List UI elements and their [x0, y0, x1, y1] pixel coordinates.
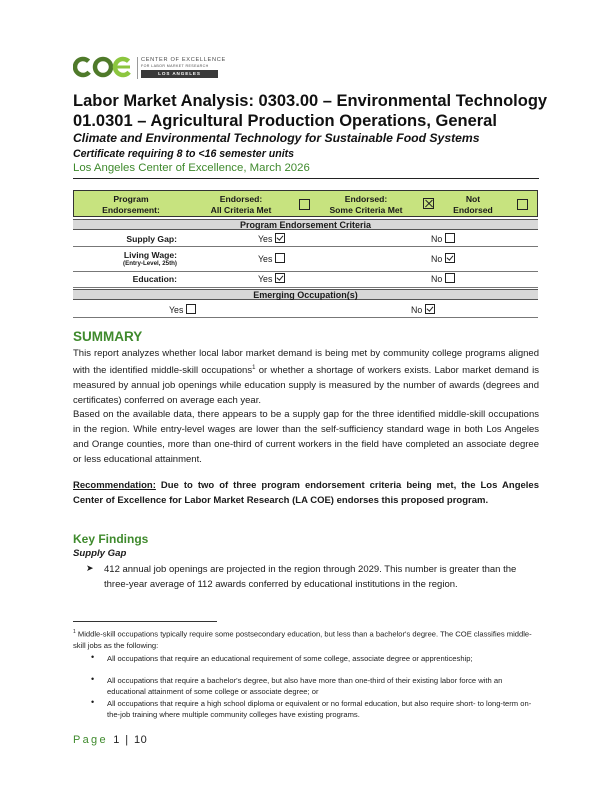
- footnote-ref[interactable]: 1: [252, 365, 256, 371]
- logo-divider: [137, 57, 138, 79]
- option-all-criteria: [192, 194, 290, 216]
- criteria-sublabel: (Entry-Level, 25th): [123, 260, 177, 267]
- report-title: Labor Market Analysis: 0303.00 – Environmental Technology 01.0301 – Agricultural Production Operations, General: [73, 92, 548, 130]
- criteria-yes: [258, 273, 285, 284]
- byline: Los Angeles Center of Excellence, March 2026: [73, 162, 310, 174]
- recommendation-label: Recommendation:: [73, 480, 156, 491]
- no-label: No: [431, 254, 443, 264]
- yes-checkbox[interactable]: [275, 233, 285, 243]
- option-all-line-1: Endorsed:: [219, 194, 263, 204]
- summary-paragraph-1: [73, 346, 539, 408]
- emerging-header: Emerging Occupation(s): [73, 289, 538, 300]
- logo-line-2: FOR LABOR MARKET RESEARCH: [141, 64, 209, 68]
- logo-line-3: LOS ANGELES: [141, 70, 218, 78]
- no-label: No: [431, 234, 443, 244]
- supply-gap-heading: Supply Gap: [73, 548, 127, 559]
- criteria-no: [431, 253, 455, 264]
- footnote-intro-text: Middle-skill occupations typically require some postsecondary education, but less than a bachelor's degree. The COE classifies middle-skill jobs as the following:: [73, 629, 532, 650]
- criteria-no: [431, 273, 455, 284]
- footnote-intro: [73, 627, 539, 651]
- criteria-yes: [258, 233, 285, 244]
- finding-1: 412 annual job openings are projected in the region through 2029. This number is greater than the three-year average of 112 awards conferred by educational institutions in the region.: [104, 564, 517, 590]
- no-label: No: [411, 305, 423, 315]
- checkbox-all-criteria[interactable]: [299, 199, 310, 210]
- emerging-row: [73, 302, 538, 318]
- option-some-criteria: [314, 194, 418, 216]
- criteria-row-living-wage: [73, 247, 538, 272]
- key-findings-heading: Key Findings: [73, 532, 149, 546]
- footnote-item-2: All occupations that require a bachelor's degree, but also have more than one-third of their existing labor force with an educational attainment of some college or associate degree; or: [107, 676, 503, 696]
- criteria-yes: [258, 253, 285, 264]
- bullet-dot-icon: •: [91, 652, 95, 662]
- endorsement-label-2: Endorsement:: [102, 205, 160, 215]
- no-checkbox[interactable]: [445, 253, 455, 263]
- option-not-endorsed: [436, 194, 510, 216]
- yes-checkbox[interactable]: [275, 253, 285, 263]
- checkbox-some-criteria[interactable]: [423, 198, 434, 209]
- footnote-item-1: All occupations that require an educational requirement of some college, associate degree or apprenticeship;: [107, 654, 473, 663]
- no-checkbox[interactable]: [445, 273, 455, 283]
- emerging-no: [411, 304, 435, 315]
- endorsement-row: [73, 190, 538, 217]
- title-rule: [73, 178, 539, 179]
- option-some-line-1: Endorsed:: [344, 194, 388, 204]
- yes-label: Yes: [169, 305, 184, 315]
- bullet-dot-icon: •: [91, 674, 95, 684]
- yes-label: Yes: [258, 254, 273, 264]
- endorsement-label: [82, 194, 180, 216]
- yes-label: Yes: [258, 234, 273, 244]
- coe-logo-icon: [73, 55, 137, 79]
- page-footer: [73, 734, 147, 746]
- summary-p1-text: This report analyzes whether local labor market demand is being met by community college programs aligned with the identified middle-skill occupations: [73, 348, 539, 377]
- yes-checkbox[interactable]: [275, 273, 285, 283]
- yes-checkbox[interactable]: [186, 304, 196, 314]
- footer-page-word: Page: [73, 734, 108, 746]
- certificate-line: Certificate requiring 8 to <16 semester units: [73, 148, 295, 160]
- no-checkbox[interactable]: [425, 304, 435, 314]
- criteria-no: [431, 233, 455, 244]
- footnote-item-3: All occupations that require a high school diploma or equivalent or no formal education, but also require short- to long-term on-the-job training where multiple community colleges have existing programs.: [107, 699, 532, 719]
- footer-separator: |: [125, 734, 129, 746]
- logo-line-1: CENTER OF EXCELLENCE: [141, 57, 226, 63]
- no-checkbox[interactable]: [445, 233, 455, 243]
- yes-label: Yes: [258, 274, 273, 284]
- option-not-line-2: Endorsed: [453, 205, 493, 215]
- endorsement-label-1: Program: [113, 194, 149, 204]
- checkbox-not-endorsed[interactable]: [517, 199, 528, 210]
- recommendation-text: Due to two of three program endorsement criteria being met, the Los Angeles Center of Excellence for Labor Market Research (LA COE) endorses this proposed program.: [73, 480, 539, 506]
- criteria-header: Program Endorsement Criteria: [73, 219, 538, 230]
- footnote-rule: [73, 621, 217, 622]
- arrow-bullet-icon: ➤: [86, 563, 94, 573]
- criteria-row-supply-gap: [73, 232, 538, 247]
- recommendation: [73, 478, 539, 508]
- criteria-label: Supply Gap:: [126, 234, 177, 244]
- option-all-line-2: All Criteria Met: [210, 205, 272, 215]
- footnote-number: 1: [73, 629, 76, 635]
- summary-heading: SUMMARY: [73, 329, 143, 344]
- summary-p1-text-2: or whether a shortage of workers exists. Labor market demand is measured by annual job openings while education supply is measured by the number of awards (degrees and certificates) conferred on average each year.: [73, 365, 540, 407]
- option-not-line-1: Not: [465, 194, 481, 204]
- footer-total-pages: 10: [133, 734, 148, 746]
- program-subtitle: Climate and Environmental Technology for Sustainable Food Systems: [73, 131, 480, 145]
- footer-page-number: 1: [113, 734, 120, 746]
- emerging-yes: [169, 304, 196, 315]
- no-label: No: [431, 274, 443, 284]
- option-some-line-2: Some Criteria Met: [329, 205, 403, 215]
- summary-paragraph-2: Based on the available data, there appears to be a supply gap for the three identified middle-skill occupations in the region. While entry-level wages are lower than the self-sufficiency standard wage in both Los Angeles and Orange counties, more than one-third of current workers in the field have completed an associate degree or less educational attainment.: [73, 409, 539, 465]
- criteria-label: Living Wage:: [123, 250, 177, 260]
- criteria-row-education: [73, 272, 538, 288]
- criteria-label: Education:: [132, 274, 177, 284]
- bullet-dot-icon: •: [91, 697, 95, 707]
